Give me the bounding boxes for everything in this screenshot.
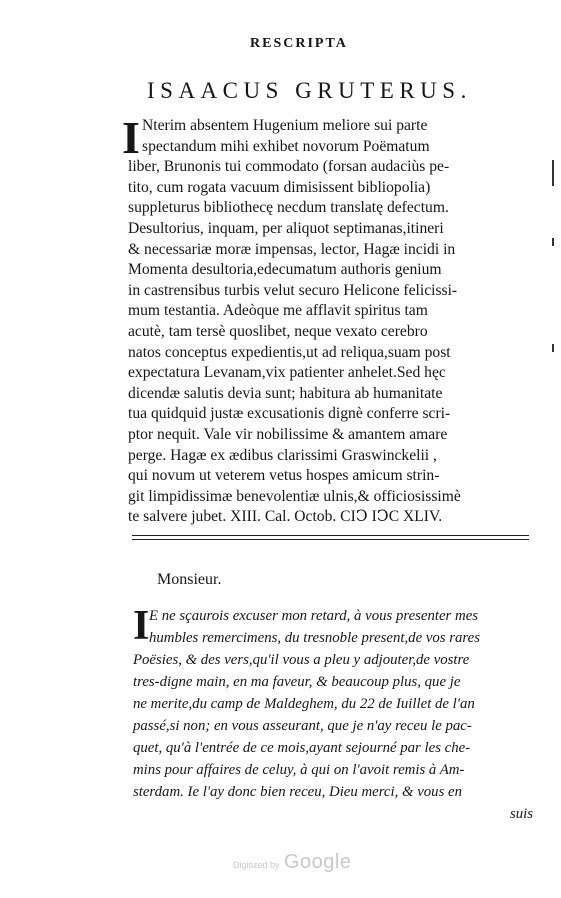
letter-title: ISAACUS GRUTERUS. [147,78,472,103]
french-line: sterdam. Ie l'ay donc bien receu, Dieu merci, & vous en [133,784,463,800]
latin-line: liber, Brunonis tui commodato (forsan audaciùs pe- [128,158,450,176]
french-line: Poësies, & des vers,qu'il vous a pleu y adjouter,de vostre [133,652,470,668]
latin-line: natos conceptus expedientis,ut ad reliqua,suam post [128,343,451,361]
google-logo: Google [283,851,352,873]
latin-line: mum testantia. Adeòque me afflavit spiritus tam [128,302,428,320]
salutation: Monsieur. [157,571,222,588]
french-letter-body [133,605,533,825]
latin-line: ptor nequit. Vale vir nobilissime & amantem amare [128,425,448,443]
french-line: ne merite,du camp de Maldeghem, du 22 de Iuillet de l'an [133,696,475,712]
french-line: passé,si non; en vous asseurant, que je n'ay receu le pac- [133,718,472,734]
latin-line: tito, cum rogata vacuum dimisissent bibliopolia) [128,178,431,196]
latin-line: qui novum ut veterem vetus hospes amicum strin- [128,467,440,485]
french-line: tres-digne main, en ma faveur, & beaucoup plus, que je [133,674,461,690]
watermark-prefix: Digitized by [233,860,280,870]
latin-line: spectandum mihi exhibet novorum Poëmatum [142,137,430,155]
french-line: humbles remercimens, du tresnoble present,de vos rares [149,630,480,646]
latin-line: & necessariæ moræ impensas, lector, Hagæ incidi in [128,240,456,258]
latin-line: in castrensibus turbis velut securo Helicone felicissi- [128,281,458,299]
latin-line: dicendæ salutis devia sunt; habitura ab humanitate [128,384,443,402]
catchword: suis [509,806,533,822]
latin-letter-body [122,112,533,528]
margin-mark [552,238,554,246]
french-line: E ne sçaurois excuser mon retard, à vous presenter mes [149,608,479,624]
divider-rule [132,535,529,536]
french-line: quet, qu'à l'entrée de ce mois,ayant sejourné par les che- [133,740,471,756]
latin-dropcap: I [122,112,140,163]
margin-mark [552,160,554,186]
latin-line: tua quidquid justæ excusationis dignè conferre scri- [128,405,451,423]
digitized-watermark [233,851,351,874]
latin-line: expectatura Levanam,vix patienter anhelet.Sed hęc [128,364,446,382]
margin-mark [552,344,554,352]
latin-line: git limpidissimæ benevolentiæ ulnis,& officiosissimè [128,487,461,505]
latin-line: te salvere jubet. XIII. Cal. Octob. CIↃ IↃC XLIV. [128,508,443,526]
divider-rule [132,539,529,540]
latin-line: Desultorius, inquam, per aliquot septimanas,itineri [128,219,444,237]
latin-line: Nterim absentem Hugenium meliore sui parte [142,117,428,134]
running-head: RESCRIPTA [250,36,348,51]
french-line: mins pour affaires de celuy, à qui on l'avoit remis à Am- [133,762,465,778]
latin-line: Momenta desultoria,edecumatum authoris genium [128,261,442,279]
latin-line: suppleturus bibliothecę necdum translatę defectum. [128,199,449,217]
latin-line: acutè, tam tersè quoslibet, neque vexato cerebro [128,322,428,340]
french-dropcap: I [133,603,150,649]
latin-line: perge. Hagæ ex ædibus clarissimi Graswinckelii , [128,446,437,464]
